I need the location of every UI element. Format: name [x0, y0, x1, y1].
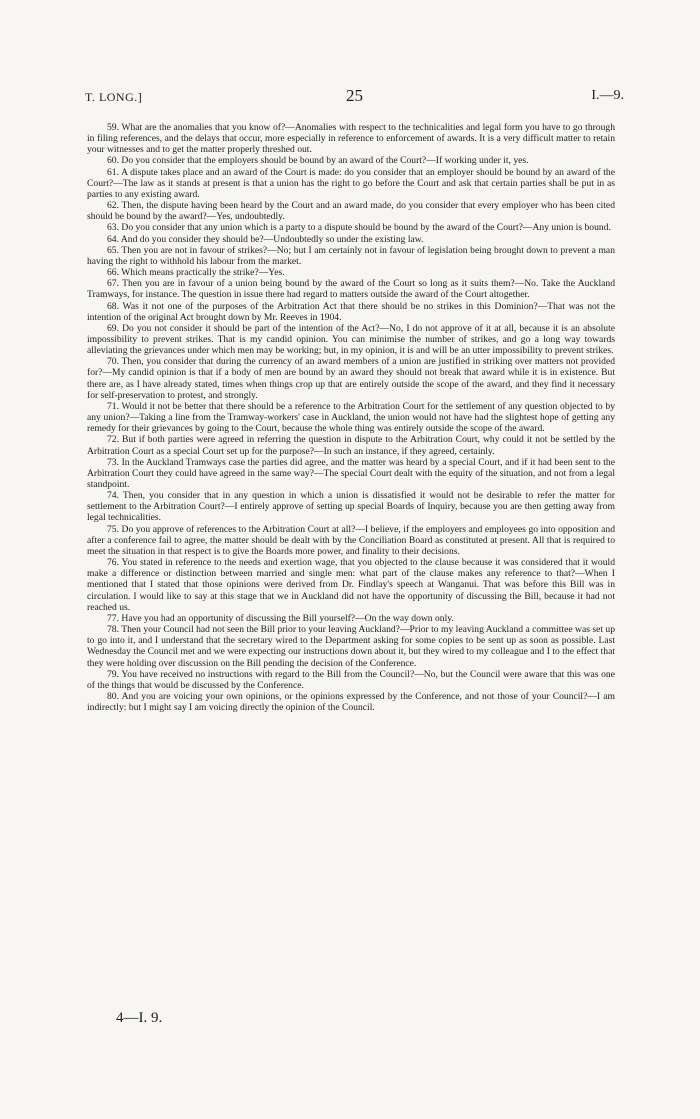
question-answer-paragraph: 79. You have received no instructions with regard to the Bill from the Council?—No, but the Council were aware that this was one of the things that would be discussed by the Conference.	[87, 668, 615, 691]
question-answer-paragraph: 76. You stated in reference to the needs and exertion wage, that you objected to the clause because it was considered that it would make a difference or distinction between married and single men: what part of the clause makes any reference to that?—When I mentioned that I stated that those opinions were derived from Dr. Findlay's speech at Wanganui. That was before this Bill was in circulation. I would like to say at this stage that we in Auckland did not have the opportunity of discussing the Bill, because it had not reached us.	[87, 557, 615, 613]
signature-mark: 4—I. 9.	[116, 1010, 163, 1026]
question-answer-paragraph: 63. Do you consider that any union which is a party to a dispute should be bound by the award of the Court?—Any union is bound.	[107, 222, 611, 234]
question-answer-paragraph: 59. What are the anomalies that you know of?—Anomalies with respect to the technicalities and legal form you have to go through in filing references, and the delays that occur, more especially in reference to enforcement of awards. It is a very difficult matter to retain your witnesses and to get the matter properly threshed out.	[87, 122, 615, 156]
question-answer-paragraph: 73. In the Auckland Tramways case the parties did agree, and the matter was heard by a special Court, and if it had been sent to the Arbitration Court they could have agreed in the same way?—The special Court dealt with the equity of the situation, and not from a legal standpoint.	[87, 456, 615, 490]
question-answer-paragraph: 64. And do you consider they should be?—Undoubtedly so under the existing law.	[107, 233, 424, 245]
question-answer-paragraph: 62. Then, the dispute having been heard by the Court and an award made, do you consider that every employer who has been cited should be bound by the award?—Yes, undoubtedly.	[87, 200, 615, 223]
question-answer-paragraph: 67. Then you are in favour of a union being bound by the award of the Court so long as it suits them?—No. Take the Auckland Tramways, for instance. The question in issue there had regard to matters outside the award of the Court altogether.	[87, 278, 615, 301]
question-answer-paragraph: 65. Then you are not in favour of strikes?—No; but I am certainly not in favour of legislation being brought down to prevent a man having the right to withhold his labour from the market.	[87, 244, 615, 267]
question-answer-paragraph: 80. And you are voicing your own opinions, or the opinions expressed by the Conference, and not those of your Council?—I am indirectly: but I might say I am voicing directly the opinion of the Council.	[87, 690, 615, 714]
question-answer-paragraph: 74. Then, you consider that in any question in which a union is dissatisfied it would not be desirable to refer the matter for settlement to the Arbitration Court?—I entirely approve of setting up special Boards of Inquiry, because you are then getting away from legal technicalities.	[87, 490, 615, 524]
question-answer-paragraph: 60. Do you consider that the employers should be bound by an award of the Court?—If working under it, yes.	[107, 155, 529, 167]
question-answer-paragraph: 61. A dispute takes place and an award of the Court is made: do you consider that an employer should be bound by an award of the Court?—The law as it stands at present is that a union has the right to go before the Court and ask that certain parties shall be put in as parties to any existing award.	[87, 166, 615, 200]
question-answer-paragraph: 75. Do you approve of references to the Arbitration Court at all?—I believe, if the employers and employees go into opposition and after a conference fail to agree, the matter should be dealt with by the Conciliation Board as constituted at present. All that is required to meet the situation in that respect is to give the Boards more power, and finality to their decisions.	[87, 523, 615, 557]
page-header	[85, 88, 624, 108]
question-answer-paragraph: 69. Do you not consider it should be part of the intention of the Act?—No, I do not approve of it at all, because it is an absolute impossibility to prevent strikes. That is my candid opinion. You can minimise the number of strikes, and go a long way towards alleviating the grievances under which men may be working; but, in my opinion, it is and will be an utter impossibility to prevent strikes.	[87, 322, 615, 357]
transcript-body	[87, 122, 615, 713]
question-answer-paragraph: 70. Then, you consider that during the currency of an award members of a union are justified in striking over matters not provided for?—My candid opinion is that if a body of men are bound by an award they should not break that award while it is in existence. But there are, as I have already stated, times when things crop up that are entirely outside the scope of the award, and they find it necessary for self-preservation to protest, and strongly.	[87, 356, 615, 401]
page-number: 25	[346, 86, 363, 105]
paper-reference: I.—9.	[591, 88, 624, 103]
question-answer-paragraph: 71. Would it not be better that there should be a reference to the Arbitration Court for the settlement of any question objected to by any union?—Taking a line from the Tramway-workers' case in Auckland, the union would not have had the slightest hope of getting any remedy for their grievances by going to the Court, because the whole thing was entirely outside the scope of the award.	[87, 400, 615, 435]
header-witness-name: T. LONG.]	[85, 90, 143, 104]
question-answer-paragraph: 68. Was it not one of the purposes of the Arbitration Act that there should be no strikes in this Dominion?—That was not the intention of the original Act brought down by Mr. Reeves in 1904.	[87, 300, 615, 323]
question-answer-paragraph: 72. But if both parties were agreed in referring the question in dispute to the Arbitration Court, why could it not be settled by the Arbitration Court as a special Court set up for the purpose?—In such an instance, if they agreed, certainly.	[87, 434, 615, 457]
question-answer-paragraph: 77. Have you had an opportunity of discussing the Bill yourself?—On the way down only.	[107, 612, 454, 624]
question-answer-paragraph: 66. Which means practically the strike?—Yes.	[107, 267, 285, 279]
question-answer-paragraph: 78. Then your Council had not seen the Bill prior to your leaving Auckland?—Prior to my leaving Auckland a committee was set up to go into it, and I understand that the secretary wired to the Department asking for some copies to be sent up as soon as possible. Last Wednesday the Council met and we were expecting our instructions down about it, but they wired to my colleague and I to the effect that they were holding over discussion on the Bill pending the decision of the Conference.	[87, 624, 615, 669]
